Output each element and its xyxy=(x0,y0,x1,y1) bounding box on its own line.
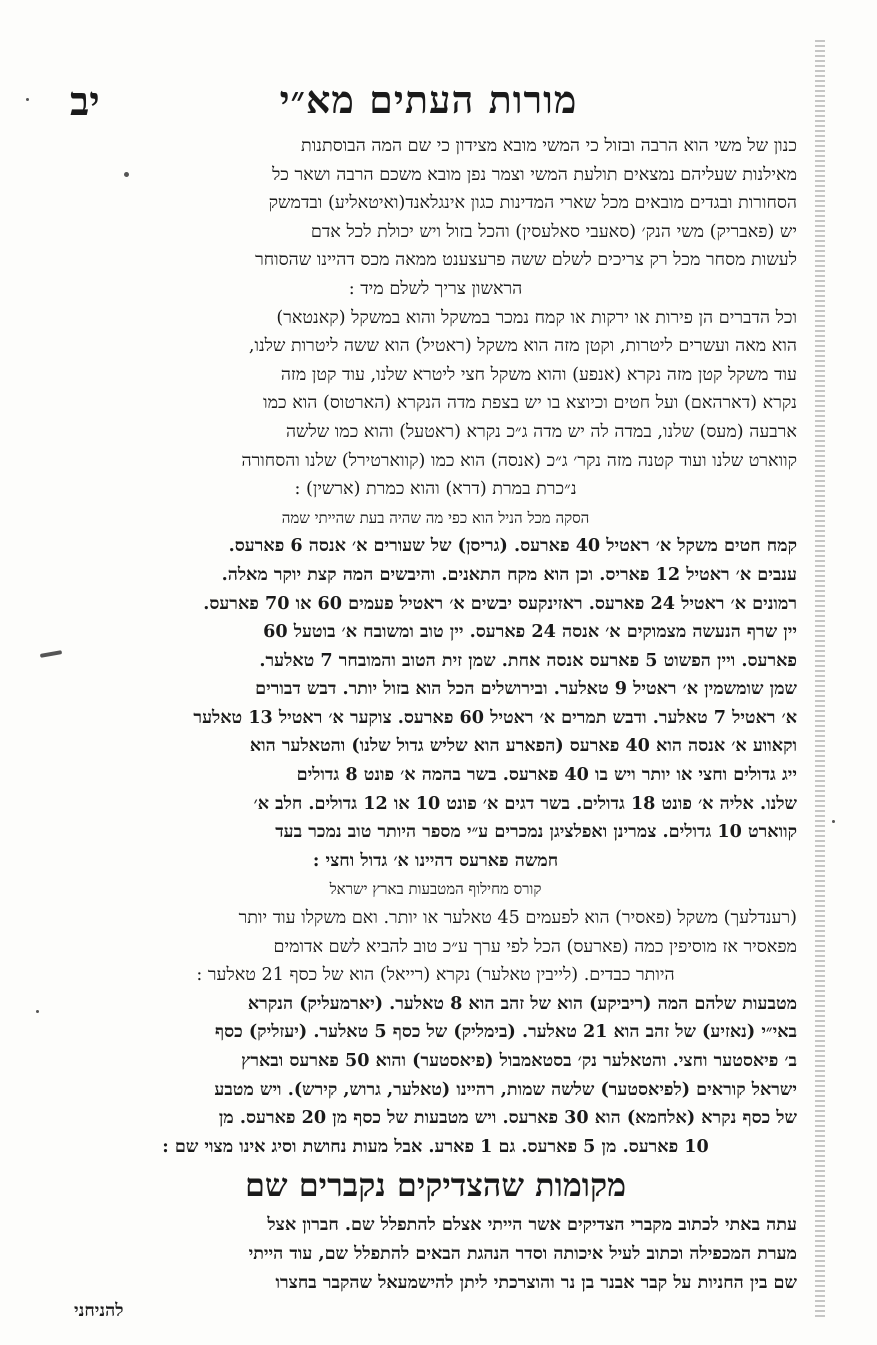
body-text xyxy=(74,132,797,1326)
text-line: ענבים א׳ ראטיל 12 פאריס. וכן הוא מקח התאנים. והיבשים המה קצת יוקר מאלה. xyxy=(221,563,797,585)
ink-speck xyxy=(832,820,835,823)
section-heading-large: מקומות שהצדיקים נקברים שם xyxy=(244,1166,627,1205)
text-line: הסחורות ובגדים מובאים מכל שארי המדינות כגון אינגלאנד(ואיטאליע) ובדמשק xyxy=(268,193,797,214)
section-heading: הסקה מכל הניל הוא כפי מה שהיה בעת שהייתי שמה xyxy=(281,508,590,527)
catchword: להניחני xyxy=(74,1300,124,1322)
text-line: וכל הדברים הן פירות או ירקות או קמח נמכר במשקל והוא במשקל (קאנטאר) xyxy=(276,307,797,328)
text-line: וקאווע א׳ אנסה הוא 40 פארעס (הפארע הוא שליש גדול שלנו) והטאלער הוא xyxy=(249,735,797,757)
running-header xyxy=(60,70,797,130)
text-line: שמן שומשמין א׳ ראטיל 9 טאלער. ובירושלים הכל הוא בזול יותר. דבש דבורים xyxy=(255,678,797,700)
text-line: עתה באתי לכתוב מקברי הצדיקים אשר הייתי אצלם להתפלל שם. חברון אצל xyxy=(267,1214,797,1236)
section-currency-exchange xyxy=(74,875,797,989)
text-line: מטבעות שלהם המה (ריביקע) הוא של זהב הוא 8 טאלער. (יארמעליק) הנקרא xyxy=(247,992,797,1014)
text-line: לעשות מסחר מכל רק צריכים לשלם ששה פרעצענט ממאה מכס דהיינו שהסוחר xyxy=(255,250,797,271)
text-line: נקרא (דארהאם) ועל חטים וכיוצא בו יש בצפת מדה הנקרא (הארטוס) הוא כמו xyxy=(263,393,797,414)
text-line: (רענדלעך) משקל (פאסיר) הוא לפעמים 45 טאלער או יותר. ואם משקלו עוד יותר xyxy=(238,908,797,929)
section-heading: קורס מחילוף המטבעות בארץ ישראל xyxy=(329,880,542,899)
text-line: מערת המכפילה וכתוב לעיל איכותה וסדר הנהגת הבאים להתפלל שם, עוד הייתי xyxy=(248,1242,797,1264)
ink-speck xyxy=(36,1010,39,1013)
text-line: היותר כבדים. (לייבין טאלער) נקרא (רייאל) הוא של כסף 21 טאלער : xyxy=(196,965,675,986)
text-line: ב׳ פיאסטער וחצי. והטאלער נק׳ בסטאמבול (פיאסטער) והוא 50 פארעס ובארץ xyxy=(241,1050,797,1071)
text-line: קמח חטים משקל א׳ ראטיל 40 פארעס. (גריסן) של שעורים א׳ אנסה 6 פארעס. xyxy=(228,535,797,557)
section-prices xyxy=(74,504,797,876)
paragraph-weights xyxy=(74,304,797,504)
text-line: קווארט 10 גדולים. צמרינן ואפלציגן נמכרים ע״י מספר היותר טוב נמכר בעד xyxy=(275,821,797,843)
paragraph-silk-trade xyxy=(74,132,797,304)
page-edge-shadow xyxy=(815,40,825,1320)
text-line: של כסף נקרא (אלחמא) הוא 30 פארעס. ויש מטבעות של כסף מן 20 פארעס. מן xyxy=(218,1107,797,1129)
text-line: ישראל קוראים (לפיאסטער) שלשה שמות, רהיינו (טאלער, גרוש, קירש). ויש מטבע xyxy=(214,1078,797,1100)
text-line: יש (פאבריק) משי הנק׳ (סאעבי סאלעסין) והכל בזול ויש יכולת לכל אדם xyxy=(310,221,797,242)
ink-speck xyxy=(26,98,29,101)
text-line: נ״כרת במרת (דרא) והוא כמרת (ארשין) : xyxy=(294,479,577,500)
text-line: ייג גדולים וחצי או יותר ויש בו 40 פארעס. בשר בהמה א׳ פונט 8 גדולים xyxy=(296,764,797,786)
ink-mark xyxy=(40,650,62,658)
text-line: רמונים א׳ ראטיל 24 פארעס. ראזינקעס יבשים א׳ ראטיל פעמים 60 או 70 פארעס. xyxy=(203,592,797,614)
text-line: מאילנות שעליהם נמצאים תולעת המשי וצמר נפן מובא משכם הרבה ושאר כל xyxy=(272,164,797,185)
text-line: קווארט שלנו ועוד קטנה מזה נקר׳ ג״כ (אנסה) הוא כמו (קווארטירל) שלנו והסחורה xyxy=(241,450,797,471)
section-coins xyxy=(74,990,797,1162)
text-line: עוד משקל קטן מזה נקרא (אנפע) והוא משקל חצי ליטרא שלנו, עוד קטן מזה xyxy=(280,364,797,385)
text-line: הוא מאה ועשרים ליטרות, וקטן מזה הוא משקל (ראטיל) הוא ששה ליטרות שלנו, xyxy=(248,336,797,357)
text-line: חמשה פארעס דהיינו א׳ גדול וחצי : xyxy=(312,849,559,871)
text-line: הראשון צריך לשלם מיד : xyxy=(348,278,523,299)
text-line: א׳ ראטיל 7 טאלער. ודבש תמרים א׳ ראטיל 60 פארעס. צוקער א׳ ראטיל 13 טאלער xyxy=(193,706,797,728)
section-tzaddikim-graves xyxy=(74,1163,797,1325)
text-line: ארבעה (מעס) שלנו, במדה לה יש מדה ג״כ נקרא (ראטעל) והוא כמו שלשה xyxy=(285,421,797,442)
text-line: כנון של משי הוא הרבה ובזול כי המשי מובא מצידון כי שם המה הבוסתנות xyxy=(301,136,797,156)
text-line: שם בין החניות על קבר אבנר בן נר והוצרכתי ליתן להישמעאל שהקבר בחצרו xyxy=(275,1271,797,1293)
text-line: שלנו. אליה א׳ פונט 18 גדולים. בשר דגים א׳ פונט 10 או 12 גדולים. חלב א׳ xyxy=(253,792,797,814)
text-line: מפאסיר אז מוסיפין כמה (פארעס) הכל לפי ערך ע״כ טוב להביא לשם אדומים xyxy=(273,936,797,957)
text-line: פארעס. ויין הפשוט 5 פארעס אנסה אחת. שמן זית הטוב והמובחר 7 טאלער. xyxy=(259,649,797,671)
header-title: מורות העתים מא״י xyxy=(279,77,578,122)
text-line: 10 פארעס. מן 5 פארעס. גם 1 פארע. אבל מעות נחושת וסיג אינו מצוי שם : xyxy=(162,1135,709,1157)
text-line: באי״י (נאזיע) של זהב הוא 21 טאלער. (בימליק) של כסף 5 טאלער. (יעזליק) כסף xyxy=(215,1021,797,1043)
text-line: יין שרף הנעשה מצמוקים א׳ אנסה 24 פארעס. יין טוב ומשובח א׳ בוטעל 60 xyxy=(263,621,797,643)
page-number: יב xyxy=(70,78,100,125)
